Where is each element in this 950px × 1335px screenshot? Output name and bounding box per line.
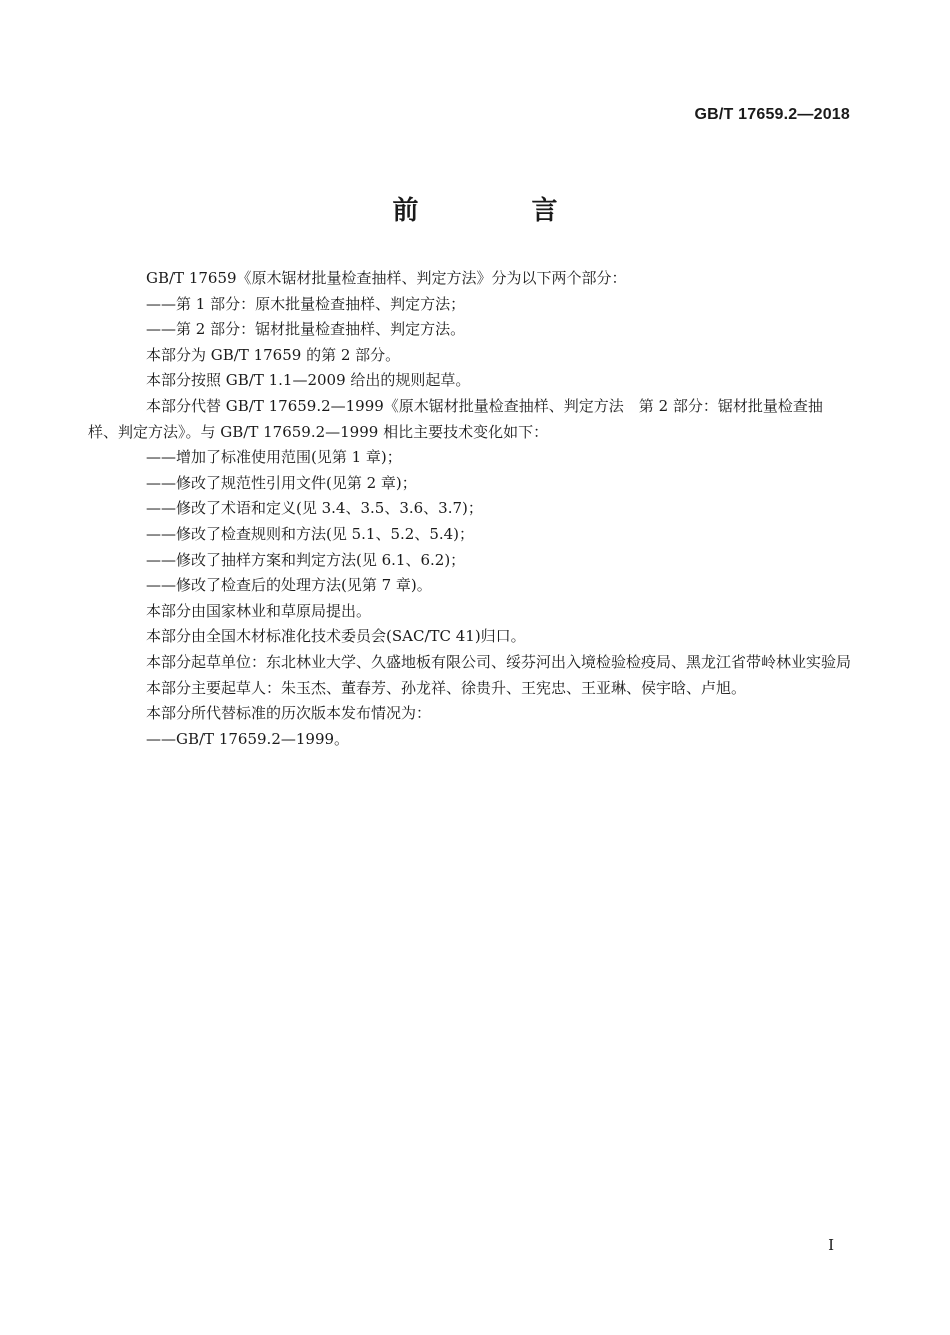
paragraph: GB/T 17659《原木锯材批量检查抽样、判定方法》分为以下两个部分： (146, 269, 627, 287)
list-item: ——修改了规范性引用文件(见第 2 章)； (146, 473, 417, 492)
list-item: ——第 1 部分：原木批量检查抽样、判定方法； (146, 294, 466, 313)
document-body (88, 266, 852, 752)
list-item: ——修改了检查后的处理方法(见第 7 章)。 (146, 576, 432, 595)
paragraph: 本部分按照 GB/T 1.1—2009 给出的规则起草。 (146, 371, 471, 390)
paragraph: 本部分主要起草人：朱玉杰、董春芳、孙龙祥、徐贵升、王宪忠、王亚琳、侯宇晗、卢旭。 (146, 678, 747, 697)
list-item: ——增加了标准使用范围(见第 1 章)； (146, 448, 402, 467)
page-title: 前 言 (392, 196, 610, 226)
paragraph: 本部分代替 GB/T 17659.2—1999《原木锯材批量检查抽样、判定方法 第 2 部分：锯材批量检查抽样、判定方法》。与 GB/T 17659.2—1999 相比主要技术变化如下： (88, 396, 823, 441)
list-item: ——第 2 部分：锯材批量检查抽样、判定方法。 (146, 320, 466, 339)
list-item: ——修改了检查规则和方法(见 5.1、5.2、5.4)； (146, 524, 475, 543)
paragraph: 本部分由全国木材标准化技术委员会(SAC/TC 41)归口。 (146, 627, 526, 646)
paragraph: 本部分由国家林业和草原局提出。 (146, 601, 372, 620)
list-item: ——修改了抽样方案和判定方法(见 6.1、6.2)； (146, 550, 466, 569)
paragraph: 本部分起草单位：东北林业大学、久盛地板有限公司、绥芬河出入境检验检疫局、黑龙江省带岭林业实验局 (146, 652, 852, 671)
standard-code: GB/T 17659.2—2018 (694, 106, 850, 123)
list-item: ——修改了术语和定义(见 3.4、3.5、3.6、3.7)； (146, 499, 483, 518)
list-item: ——GB/T 17659.2—1999。 (146, 729, 350, 748)
paragraph: 本部分为 GB/T 17659 的第 2 部分。 (146, 345, 401, 364)
page-number: I (828, 1236, 834, 1254)
paragraph: 本部分所代替标准的历次版本发布情况为： (146, 704, 432, 723)
